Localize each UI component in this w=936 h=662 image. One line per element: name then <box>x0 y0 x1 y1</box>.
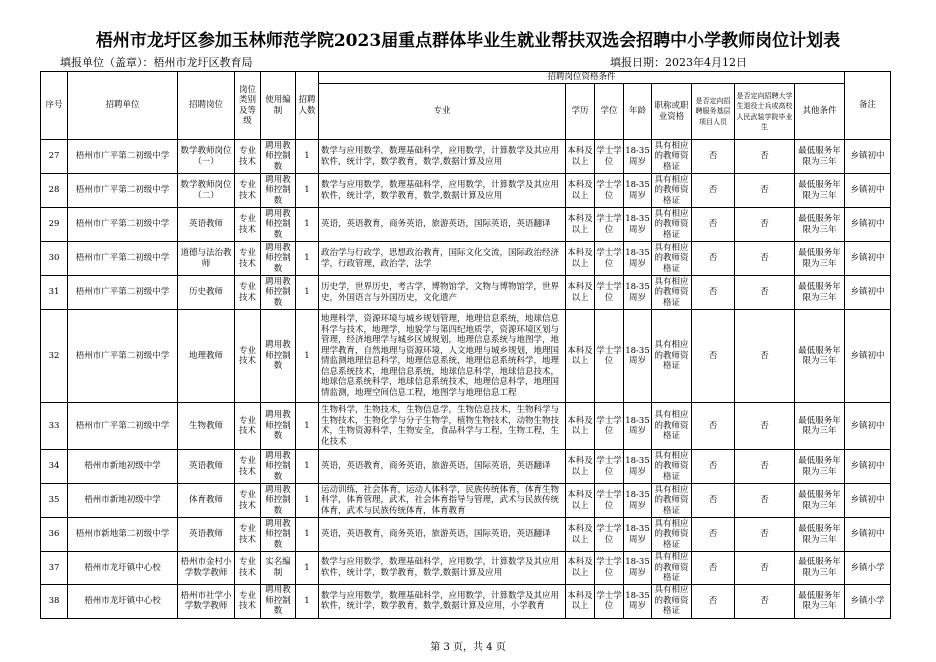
row-degree: 学士学位 <box>595 584 624 618</box>
row-staffing: 聘用教师控制数 <box>261 403 296 450</box>
row-category: 专业技术 <box>235 276 261 310</box>
row-other-conditions: 最低服务年限为三年 <box>795 403 845 450</box>
row-qualification: 具有相应的教师资格证 <box>652 484 692 518</box>
row-seq: 33 <box>41 403 68 450</box>
header-count: 招聘人数 <box>296 72 319 140</box>
header-group-qualifications: 招聘岗位资格条件 <box>319 72 845 84</box>
row-other-conditions: 最低服务年限为三年 <box>795 552 845 585</box>
row-seq: 28 <box>41 174 68 208</box>
row-post: 英语教师 <box>178 450 235 484</box>
row-staffing: 聘用教师控制数 <box>261 276 296 310</box>
row-major: 数学与应用数学，数理基础科学，应用数学，计算数学及其应用软件，统计学，数学教育，数学,数据计算及应用 <box>319 552 566 585</box>
row-age: 18-35周岁 <box>624 140 652 174</box>
row-unit: 梧州市广平第二初级中学 <box>68 276 178 310</box>
page-footer: 第 3 页，共 4 页 <box>430 642 506 653</box>
row-targeted-grassroots: 否 <box>692 208 735 242</box>
row-seq: 31 <box>41 276 68 310</box>
row-staffing: 聘用教师控制数 <box>261 242 296 276</box>
row-staffing: 聘用教师控制数 <box>261 208 296 242</box>
row-post: 历史教师 <box>178 276 235 310</box>
row-age: 18-35周岁 <box>624 450 652 484</box>
row-category: 专业技术 <box>235 140 261 174</box>
row-qualification: 具有相应的教师资格证 <box>652 140 692 174</box>
row-age: 18-35周岁 <box>624 208 652 242</box>
row-education: 本科及以上 <box>566 403 595 450</box>
row-unit: 梧州市龙圩镇中心校 <box>68 584 178 618</box>
row-unit: 梧州市广平第二初级中学 <box>68 310 178 403</box>
row-targeted-veterans: 否 <box>735 140 795 174</box>
row-qualification: 具有相应的教师资格证 <box>652 174 692 208</box>
row-seq: 30 <box>41 242 68 276</box>
table-row <box>41 242 891 276</box>
row-age: 18-35周岁 <box>624 518 652 552</box>
row-unit: 梧州市广平第二初级中学 <box>68 403 178 450</box>
row-category: 专业技术 <box>235 174 261 208</box>
row-category: 专业技术 <box>235 242 261 276</box>
row-post: 数学教师岗位（一） <box>178 140 235 174</box>
table-body <box>41 140 891 619</box>
row-post: 英语教师 <box>178 208 235 242</box>
row-age: 18-35周岁 <box>624 552 652 585</box>
row-post: 梧州市社学小学数学教师 <box>178 584 235 618</box>
row-degree: 学士学位 <box>595 310 624 403</box>
row-targeted-grassroots: 否 <box>692 242 735 276</box>
row-seq: 35 <box>41 484 68 518</box>
row-count: 1 <box>296 208 319 242</box>
row-other-conditions: 最低服务年限为三年 <box>795 584 845 618</box>
recruitment-table <box>40 71 891 619</box>
row-category: 专业技术 <box>235 208 261 242</box>
row-targeted-grassroots: 否 <box>692 403 735 450</box>
row-targeted-veterans: 否 <box>735 310 795 403</box>
row-unit: 梧州市广平第二初级中学 <box>68 140 178 174</box>
page-title: 梧州市龙圩区参加玉林师范学院2023届重点群体毕业生就业帮扶双选会招聘中小学教师岗位计划表 <box>95 31 841 51</box>
header-targeted-veterans: 是否定向招聘大学生退役士兵或高校人民武装学院毕业生 <box>735 84 795 140</box>
row-staffing: 聘用教师控制数 <box>261 174 296 208</box>
row-note: 乡镇小学 <box>845 584 891 618</box>
row-major: 数学与应用数学，数理基础科学，应用数学，计算数学及其应用软件，统计学，数学教育，数学,数据计算及应用 <box>319 174 566 208</box>
row-unit: 梧州市新地初级中学 <box>68 450 178 484</box>
row-count: 1 <box>296 140 319 174</box>
row-targeted-veterans: 否 <box>735 174 795 208</box>
row-major: 地理科学，资源环境与城乡规划管理，地理信息系统，地球信息科学与技术，地理学，地貌学与第四纪地质学，资源环境区划与管理，经济地理学与城乡区域规划，地理信息系统与地图学，地理学教育，自然地理与资源环境，人文地理与城乡规划，地理国情监测地理信息科学，地理信息系统，地理信息系统科学，地理信息系统技术，地理信息系统，地球信息科学，地球信息技术，地球信息系统科学，地球信息系统技术，地理信息科学，地理国情监测，地理空间信息工程，地图学与地理信息工程 <box>319 310 566 403</box>
row-targeted-grassroots: 否 <box>692 310 735 403</box>
row-unit: 梧州市广平第二初级中学 <box>68 208 178 242</box>
row-seq: 38 <box>41 584 68 618</box>
row-education: 本科及以上 <box>566 140 595 174</box>
row-age: 18-35周岁 <box>624 310 652 403</box>
row-targeted-veterans: 否 <box>735 552 795 585</box>
row-qualification: 具有相应的教师资格证 <box>652 450 692 484</box>
header-staffing: 使用编制 <box>261 72 296 140</box>
row-qualification: 具有相应的教师资格证 <box>652 552 692 585</box>
row-major: 英语，英语教育，商务英语，旅游英语，国际英语，英语翻译 <box>319 208 566 242</box>
row-other-conditions: 最低服务年限为三年 <box>795 484 845 518</box>
row-other-conditions: 最低服务年限为三年 <box>795 518 845 552</box>
row-age: 18-35周岁 <box>624 584 652 618</box>
row-major: 政治学与行政学，思想政治教育，国际文化交流，国际政治经济学，行政管理，政治学，法学 <box>319 242 566 276</box>
row-age: 18-35周岁 <box>624 174 652 208</box>
row-targeted-grassroots: 否 <box>692 174 735 208</box>
row-degree: 学士学位 <box>595 450 624 484</box>
row-category: 专业技术 <box>235 310 261 403</box>
header-note: 备注 <box>845 72 891 140</box>
row-other-conditions: 最低服务年限为三年 <box>795 208 845 242</box>
row-seq: 29 <box>41 208 68 242</box>
row-major: 英语，英语教育，商务英语，旅游英语，国际英语，英语翻译 <box>319 518 566 552</box>
table-row <box>41 208 891 242</box>
header-age: 年龄 <box>624 84 652 140</box>
row-education: 本科及以上 <box>566 242 595 276</box>
row-education: 本科及以上 <box>566 208 595 242</box>
row-post: 生物教师 <box>178 403 235 450</box>
row-post: 数学教师岗位（二） <box>178 174 235 208</box>
table-row <box>41 584 891 618</box>
row-major: 运动训练，社会体育，运动人体科学，民族传统体育，体育生物科学，体育管理，武术，社会体育指导与管理，武术与民族传统体育，武术与民族传统体育，体育教育 <box>319 484 566 518</box>
row-education: 本科及以上 <box>566 450 595 484</box>
row-targeted-veterans: 否 <box>735 276 795 310</box>
row-qualification: 具有相应的教师资格证 <box>652 310 692 403</box>
table-row <box>41 552 891 585</box>
row-other-conditions: 最低服务年限为三年 <box>795 450 845 484</box>
row-post: 体育教师 <box>178 484 235 518</box>
row-seq: 37 <box>41 552 68 585</box>
row-other-conditions: 最低服务年限为三年 <box>795 242 845 276</box>
row-note: 乡镇初中 <box>845 450 891 484</box>
row-unit: 梧州市新地初级中学 <box>68 484 178 518</box>
row-education: 本科及以上 <box>566 484 595 518</box>
header-unit: 招聘单位 <box>68 72 178 140</box>
row-age: 18-35周岁 <box>624 276 652 310</box>
row-major: 英语，英语教育，商务英语，旅游英语，国际英语，英语翻译 <box>319 450 566 484</box>
row-degree: 学士学位 <box>595 484 624 518</box>
row-targeted-grassroots: 否 <box>692 552 735 585</box>
table-row <box>41 518 891 552</box>
header-targeted-grassroots: 是否定向招聘服务基层项目人员 <box>692 84 735 140</box>
table-row <box>41 174 891 208</box>
row-degree: 学士学位 <box>595 552 624 585</box>
row-unit: 梧州市广平第二初级中学 <box>68 174 178 208</box>
row-unit: 梧州市龙圩镇中心校 <box>68 552 178 585</box>
row-post: 地理教师 <box>178 310 235 403</box>
row-qualification: 具有相应的教师资格证 <box>652 208 692 242</box>
row-seq: 34 <box>41 450 68 484</box>
table-row <box>41 450 891 484</box>
row-staffing: 聘用教师控制数 <box>261 584 296 618</box>
row-count: 1 <box>296 584 319 618</box>
row-major: 数学与应用数学，数理基础科学，应用数学，计算数学及其应用软件，统计学，数学教育，数学,数据计算及应用，小学教育 <box>319 584 566 618</box>
row-major: 数学与应用数学，数理基础科学，应用数学，计算数学及其应用软件，统计学，数学教育，数学,数据计算及应用 <box>319 140 566 174</box>
row-targeted-grassroots: 否 <box>692 140 735 174</box>
row-other-conditions: 最低服务年限为三年 <box>795 140 845 174</box>
unit-label: 填报单位（盖章）：梧州市龙圩区教育局 <box>60 56 253 69</box>
row-note: 乡镇初中 <box>845 518 891 552</box>
date-label: 填报日期：2023年4月12日 <box>610 56 747 69</box>
row-unit: 梧州市新地第二初级中学 <box>68 518 178 552</box>
row-age: 18-35周岁 <box>624 403 652 450</box>
header-qualification: 职称或职业资格 <box>652 84 692 140</box>
header-post: 招聘岗位 <box>178 72 235 140</box>
row-age: 18-35周岁 <box>624 242 652 276</box>
row-qualification: 具有相应的教师资格证 <box>652 276 692 310</box>
row-count: 1 <box>296 242 319 276</box>
row-note: 乡镇初中 <box>845 484 891 518</box>
row-staffing: 实名编制 <box>261 552 296 585</box>
row-note: 乡镇初中 <box>845 403 891 450</box>
row-degree: 学士学位 <box>595 403 624 450</box>
row-other-conditions: 最低服务年限为三年 <box>795 310 845 403</box>
row-count: 1 <box>296 518 319 552</box>
row-other-conditions: 最低服务年限为三年 <box>795 276 845 310</box>
row-note: 乡镇初中 <box>845 208 891 242</box>
row-count: 1 <box>296 450 319 484</box>
row-note: 乡镇初中 <box>845 140 891 174</box>
row-major: 生物科学，生物技术，生物信息学，生物信息技术，生物科学与生物技术，生物化学与分子生物学，植物生物技术，动物生物技术，生物资源科学，生物安全，食品科学与工程，生物工程，生化技术 <box>319 403 566 450</box>
row-targeted-veterans: 否 <box>735 450 795 484</box>
row-count: 1 <box>296 174 319 208</box>
row-category: 专业技术 <box>235 403 261 450</box>
row-targeted-veterans: 否 <box>735 242 795 276</box>
table-row <box>41 276 891 310</box>
row-degree: 学士学位 <box>595 208 624 242</box>
table-row <box>41 484 891 518</box>
row-note: 乡镇初中 <box>845 242 891 276</box>
row-targeted-veterans: 否 <box>735 518 795 552</box>
row-education: 本科及以上 <box>566 552 595 585</box>
row-education: 本科及以上 <box>566 174 595 208</box>
row-education: 本科及以上 <box>566 584 595 618</box>
row-qualification: 具有相应的教师资格证 <box>652 403 692 450</box>
row-category: 专业技术 <box>235 518 261 552</box>
row-targeted-grassroots: 否 <box>692 484 735 518</box>
row-staffing: 聘用教师控制数 <box>261 484 296 518</box>
row-education: 本科及以上 <box>566 518 595 552</box>
row-unit: 梧州市广平第二初级中学 <box>68 242 178 276</box>
row-degree: 学士学位 <box>595 276 624 310</box>
row-targeted-veterans: 否 <box>735 403 795 450</box>
row-count: 1 <box>296 484 319 518</box>
row-degree: 学士学位 <box>595 518 624 552</box>
row-category: 专业技术 <box>235 584 261 618</box>
row-note: 乡镇小学 <box>845 552 891 585</box>
row-targeted-veterans: 否 <box>735 584 795 618</box>
row-other-conditions: 最低服务年限为三年 <box>795 174 845 208</box>
row-qualification: 具有相应的教师资格证 <box>652 518 692 552</box>
row-degree: 学士学位 <box>595 174 624 208</box>
row-targeted-grassroots: 否 <box>692 276 735 310</box>
row-targeted-grassroots: 否 <box>692 518 735 552</box>
row-note: 乡镇初中 <box>845 276 891 310</box>
row-seq: 27 <box>41 140 68 174</box>
row-staffing: 聘用教师控制数 <box>261 518 296 552</box>
table-row <box>41 310 891 403</box>
row-staffing: 聘用教师控制数 <box>261 140 296 174</box>
row-count: 1 <box>296 552 319 585</box>
row-targeted-grassroots: 否 <box>692 584 735 618</box>
table-row <box>41 140 891 174</box>
row-category: 专业技术 <box>235 552 261 585</box>
row-category: 专业技术 <box>235 450 261 484</box>
row-qualification: 具有相应的教师资格证 <box>652 242 692 276</box>
row-count: 1 <box>296 276 319 310</box>
row-qualification: 具有相应的教师资格证 <box>652 584 692 618</box>
header-category: 岗位类别及等级 <box>235 72 261 140</box>
row-count: 1 <box>296 403 319 450</box>
header-other: 其他条件 <box>795 84 845 140</box>
row-staffing: 聘用教师控制数 <box>261 450 296 484</box>
row-category: 专业技术 <box>235 484 261 518</box>
row-degree: 学士学位 <box>595 140 624 174</box>
row-degree: 学士学位 <box>595 242 624 276</box>
row-targeted-grassroots: 否 <box>692 450 735 484</box>
row-seq: 36 <box>41 518 68 552</box>
row-post: 英语教师 <box>178 518 235 552</box>
table-row <box>41 403 891 450</box>
row-age: 18-35周岁 <box>624 484 652 518</box>
row-education: 本科及以上 <box>566 310 595 403</box>
row-post: 道德与法治教师 <box>178 242 235 276</box>
header-degree: 学位 <box>595 84 624 140</box>
row-note: 乡镇初中 <box>845 174 891 208</box>
header-major: 专业 <box>319 84 566 140</box>
row-staffing: 聘用教师控制数 <box>261 310 296 403</box>
row-education: 本科及以上 <box>566 276 595 310</box>
header-education: 学历 <box>566 84 595 140</box>
row-major: 历史学，世界历史，考古学，博物馆学，文物与博物馆学，世界史，外国语言与外国历史，文化遗产 <box>319 276 566 310</box>
row-seq: 32 <box>41 310 68 403</box>
row-post: 梧州市金村小学数学教师 <box>178 552 235 585</box>
row-targeted-veterans: 否 <box>735 208 795 242</box>
row-targeted-veterans: 否 <box>735 484 795 518</box>
row-count: 1 <box>296 310 319 403</box>
row-note: 乡镇初中 <box>845 310 891 403</box>
header-seq: 序号 <box>41 72 68 140</box>
